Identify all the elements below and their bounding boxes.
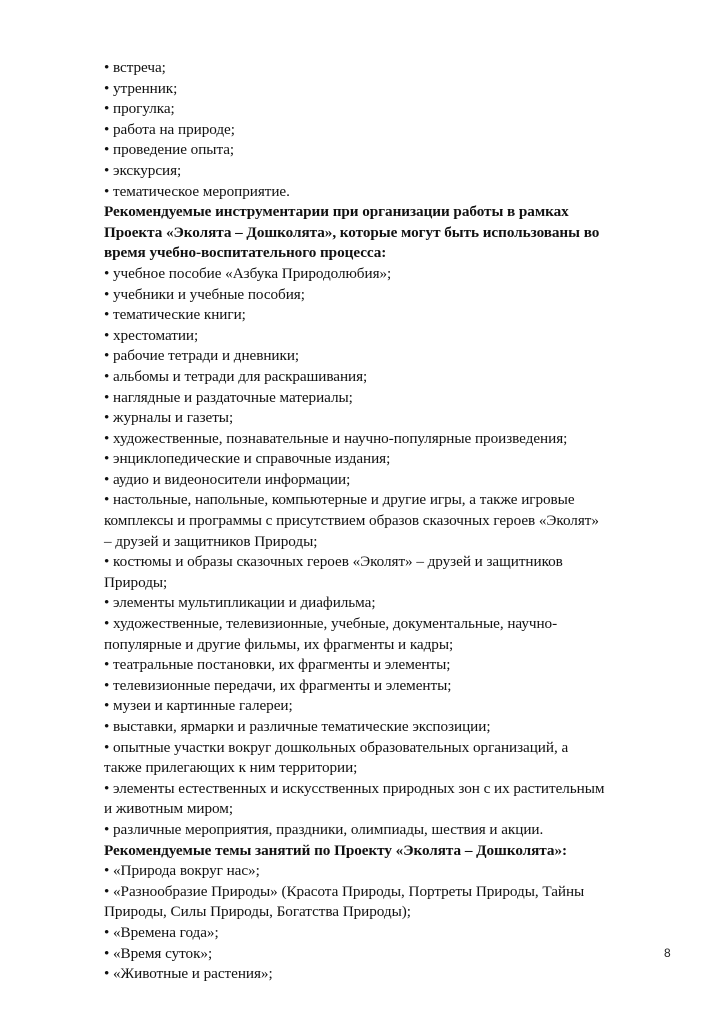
section-heading-line: Проекта «Эколята – Дошколята», которые могут быть использованы во [104, 223, 600, 241]
bullet-list-item: • элементы мультипликации и диафильма; [104, 594, 376, 612]
bullet-list-item: • «Разнообразие Природы» (Красота Природы, Портреты Природы, Тайны [104, 882, 585, 900]
bullet-list-item: • хрестоматии; [104, 326, 199, 344]
text-continuation-line: также прилегающих к ним территории; [104, 759, 358, 777]
bullet-list-item: • рабочие тетради и дневники; [104, 347, 300, 365]
bullet-list-item: • энциклопедические и справочные издания; [104, 450, 391, 468]
page-body-text [104, 58, 684, 985]
bullet-list-item: • театральные постановки, их фрагменты и элементы; [104, 656, 451, 674]
section-heading-line: Рекомендуемые темы занятий по Проекту «Эколята – Дошколята»: [104, 841, 567, 859]
bullet-list-item: • прогулка; [104, 100, 175, 118]
bullet-list-item: • «Времена года»; [104, 923, 219, 941]
bullet-list-item: • костюмы и образы сказочных героев «Эколят» – друзей и защитников [104, 553, 563, 571]
bullet-list-item: • тематические книги; [104, 306, 246, 324]
bullet-list-item: • элементы естественных и искусственных природных зон с их растительным [104, 779, 605, 797]
bullet-list-item: • экскурсия; [104, 161, 182, 179]
bullet-list-item: • работа на природе; [104, 120, 235, 138]
bullet-list-item: • утренник; [104, 79, 178, 97]
bullet-list-item: • учебники и учебные пособия; [104, 285, 305, 303]
section-heading-line: время учебно-воспитательного процесса: [104, 244, 387, 262]
text-continuation-line: популярные и другие фильмы, их фрагменты и кадры; [104, 635, 454, 653]
bullet-list-item: • встреча; [104, 59, 166, 76]
bullet-list-item: • художественные, телевизионные, учебные, документальные, научно- [104, 615, 558, 633]
bullet-list-item: • настольные, напольные, компьютерные и другие игры, а также игровые [104, 491, 575, 509]
text-continuation-line: – друзей и защитников Природы; [104, 532, 318, 550]
bullet-list-item: • музеи и картинные галереи; [104, 697, 293, 715]
bullet-list-item: • журналы и газеты; [104, 409, 234, 427]
bullet-list-item: • «Животные и растения»; [104, 965, 273, 983]
text-continuation-line: Природы, Силы Природы, Богатства Природы); [104, 903, 411, 921]
page-number: 8 [664, 946, 671, 960]
bullet-list-item: • проведение опыта; [104, 141, 235, 159]
bullet-list-item: • «Природа вокруг нас»; [104, 862, 260, 880]
bullet-list-item: • учебное пособие «Азбука Природолюбия»; [104, 264, 392, 282]
bullet-list-item: • наглядные и раздаточные материалы; [104, 388, 353, 406]
bullet-list-item: • «Время суток»; [104, 944, 213, 962]
bullet-list-item: • опытные участки вокруг дошкольных образовательных организаций, а [104, 738, 569, 756]
bullet-list-item: • аудио и видеоносители информации; [104, 470, 351, 488]
bullet-list-item: • телевизионные передачи, их фрагменты и элементы; [104, 676, 452, 694]
bullet-list-item: • выставки, ярмарки и различные тематические экспозиции; [104, 718, 491, 735]
section-heading-line: Рекомендуемые инструментарии при организации работы в рамках [104, 203, 569, 221]
bullet-list-item: • тематическое мероприятие. [104, 182, 290, 200]
bullet-list-item: • художественные, познавательные и научно-популярные произведения; [104, 429, 568, 447]
bullet-list-item: • различные мероприятия, праздники, олимпиады, шествия и акции. [104, 820, 544, 838]
bullet-list-item: • альбомы и тетради для раскрашивания; [104, 367, 368, 385]
text-continuation-line: комплексы и программы с присутствием образов сказочных героев «Эколят» [104, 512, 599, 530]
text-continuation-line: Природы; [104, 573, 168, 591]
text-continuation-line: и животным миром; [104, 800, 233, 818]
